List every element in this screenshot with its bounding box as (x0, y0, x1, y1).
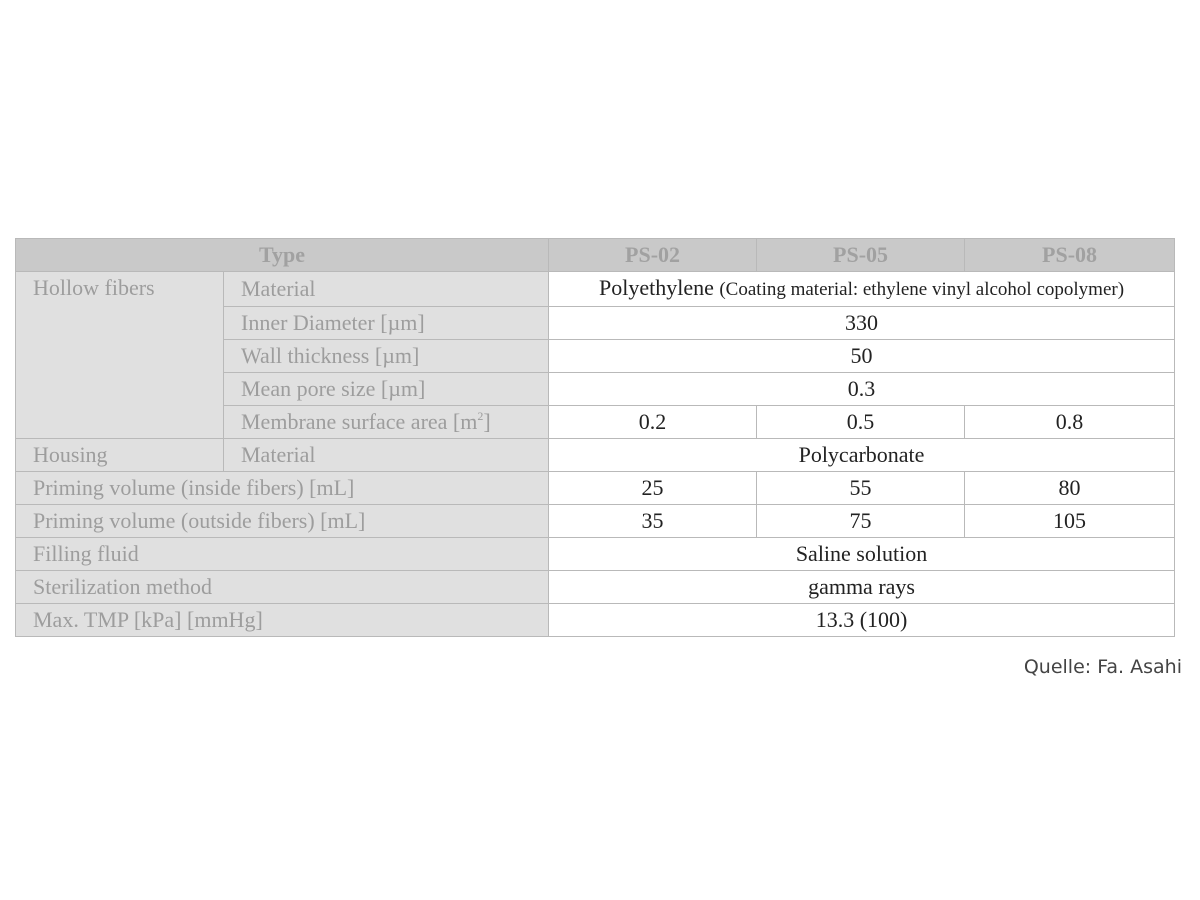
row-fiber-material (16, 272, 1175, 307)
header-ps-05: PS-05 (757, 239, 965, 272)
header-row (16, 239, 1175, 272)
value-sterilization: gamma rays (549, 571, 1175, 604)
membrane-area-exponent: 2 (477, 409, 484, 423)
label-fiber-material: Material (224, 272, 549, 307)
source-caption: Quelle: Fa. Asahi (1023, 656, 1182, 678)
value-priming-inside-ps-08: 80 (965, 472, 1175, 505)
label-membrane-area (224, 406, 549, 439)
value-inner-diameter: 330 (549, 307, 1175, 340)
membrane-area-label-end: ] (483, 409, 491, 434)
fiber-material-main: Polyethylene (598, 275, 714, 300)
header-ps-02: PS-02 (549, 239, 757, 272)
label-wall-thickness: Wall thickness [µm] (224, 340, 549, 373)
group-housing: Housing (16, 439, 224, 472)
group-hollow-fibers: Hollow fibers (16, 272, 224, 439)
value-mean-pore-size: 0.3 (549, 373, 1175, 406)
row-filling-fluid (16, 538, 1175, 571)
value-max-tmp: 13.3 (100) (549, 604, 1175, 637)
fiber-material-note: (Coating material: ethylene vinyl alcohol copolymer) (719, 279, 1125, 300)
value-membrane-area-ps-02: 0.2 (549, 406, 757, 439)
membrane-area-label-text: Membrane surface area [m (241, 409, 478, 434)
value-priming-outside-ps-02: 35 (549, 505, 757, 538)
value-priming-inside-ps-02: 25 (549, 472, 757, 505)
value-priming-outside-ps-08: 105 (965, 505, 1175, 538)
value-priming-inside-ps-05: 55 (757, 472, 965, 505)
label-housing-material: Material (224, 439, 549, 472)
value-housing-material: Polycarbonate (549, 439, 1175, 472)
value-wall-thickness: 50 (549, 340, 1175, 373)
row-priming-outside (16, 505, 1175, 538)
value-priming-outside-ps-05: 75 (757, 505, 965, 538)
value-fiber-material (549, 272, 1175, 307)
label-filling-fluid: Filling fluid (16, 538, 549, 571)
specification-table (15, 238, 1175, 637)
label-priming-outside: Priming volume (outside fibers) [mL] (16, 505, 549, 538)
label-inner-diameter: Inner Diameter [µm] (224, 307, 549, 340)
value-membrane-area-ps-05: 0.5 (757, 406, 965, 439)
value-filling-fluid: Saline solution (549, 538, 1175, 571)
row-sterilization (16, 571, 1175, 604)
label-mean-pore-size: Mean pore size [µm] (224, 373, 549, 406)
label-sterilization: Sterilization method (16, 571, 549, 604)
row-housing-material (16, 439, 1175, 472)
header-ps-08: PS-08 (965, 239, 1175, 272)
row-max-tmp (16, 604, 1175, 637)
value-membrane-area-ps-08: 0.8 (965, 406, 1175, 439)
label-max-tmp: Max. TMP [kPa] [mmHg] (16, 604, 549, 637)
row-priming-inside (16, 472, 1175, 505)
header-type: Type (16, 239, 549, 272)
label-priming-inside: Priming volume (inside fibers) [mL] (16, 472, 549, 505)
